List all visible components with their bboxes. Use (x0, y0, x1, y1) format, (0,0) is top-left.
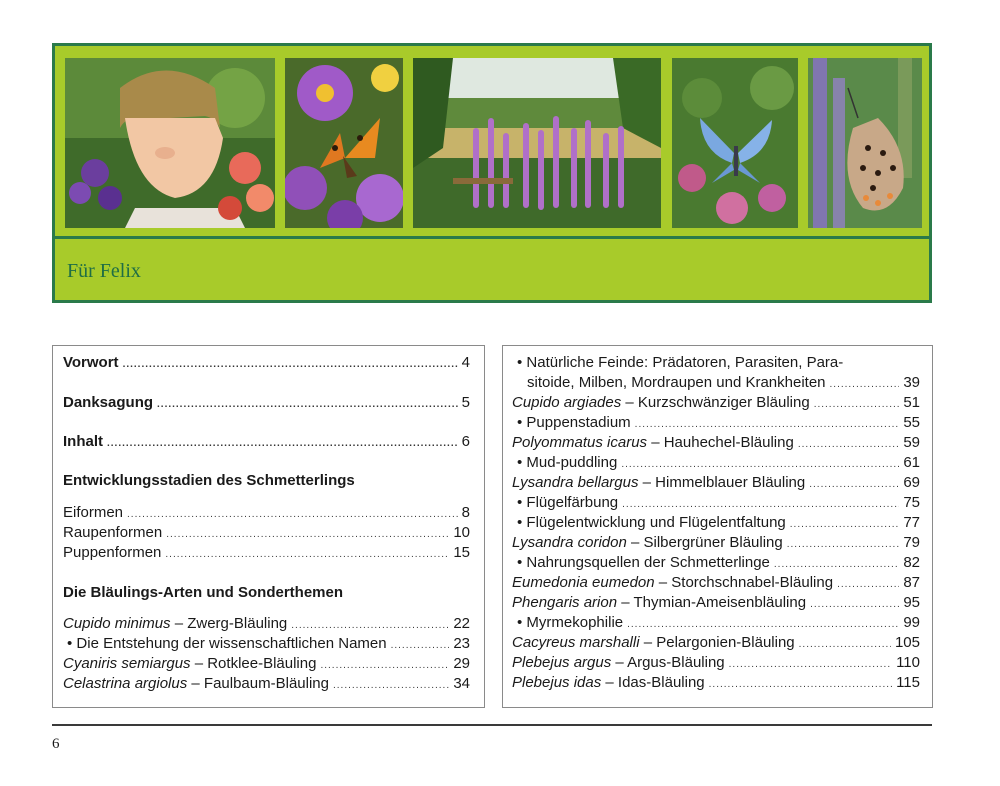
toc-entry[interactable]: Eumedonia eumedon – Storchschnabel-Bläuling ..... 87 (512, 573, 920, 595)
toc-entry[interactable]: Lysandra bellargus – Himmelblauer Bläuling ..... 69 (512, 473, 920, 495)
dedication: Für Felix (67, 260, 141, 282)
toc-entry[interactable]: • Puppenstadium ..... 55 (517, 413, 920, 435)
toc-entry[interactable]: Raupenformen ..... 10 (63, 523, 470, 545)
toc-entry[interactable]: • Flügelentwicklung und Flügelentfaltung ..... 77 (517, 513, 920, 535)
footer-rule (52, 724, 932, 726)
toc-entry[interactable]: • Mud-puddling ..... 61 (517, 453, 920, 475)
toc-entry[interactable]: Plebejus argus – Argus-Bläuling ..... 110 (512, 653, 920, 675)
photo-small-copper-on-aster (285, 58, 403, 228)
photo-common-blue-on-oregano (672, 58, 798, 228)
toc-entry[interactable]: Lysandra coridon – Silbergrüner Bläuling ..... 79 (512, 533, 920, 555)
photo-butterfly-on-lavender (808, 58, 922, 228)
toc-entry[interactable]: Cacyreus marshalli – Pelargonien-Bläuling ..... 105 (512, 633, 920, 655)
header-banner (52, 43, 932, 303)
section-heading: Entwicklungsstadien des Schmetterlings (63, 472, 355, 489)
toc-entry[interactable]: Cupido minimus – Zwerg-Bläuling ..... 22 (63, 614, 470, 636)
toc-entry[interactable]: Cyaniris semiargus – Rotklee-Bläuling ..... 29 (63, 654, 470, 676)
section-heading: Die Bläulings-Arten und Sonderthemen (63, 584, 344, 601)
page-number: 6 (52, 736, 60, 752)
toc-right-column (502, 345, 933, 708)
toc-entry-text[interactable]: • Natürliche Feinde: Prädatoren, Parasiten, Para- (517, 354, 844, 371)
toc-entry[interactable]: Vorwort ..... 4 (63, 353, 470, 375)
toc-entry[interactable]: • Die Entstehung der wissenschaftlichen Namen ..... 23 (67, 634, 470, 656)
toc-entry[interactable]: sitoide, Milben, Mordraupen und Krankheiten ..... 39 (527, 373, 920, 395)
toc-entry[interactable]: Inhalt ..... 6 (63, 432, 470, 454)
toc-entry[interactable]: • Nahrungsquellen der Schmetterlinge ..... 82 (517, 553, 920, 575)
toc-entry[interactable]: Cupido argiades – Kurzschwänziger Bläuling ..... 51 (512, 393, 920, 415)
banner-divider (55, 236, 929, 239)
toc-entry[interactable]: Puppenformen ..... 15 (63, 543, 470, 565)
toc-entry[interactable]: Danksagung ..... 5 (63, 393, 470, 415)
toc-entry[interactable]: Phengaris arion – Thymian-Ameisenbläuling ..... 95 (512, 593, 920, 615)
toc-entry[interactable]: Plebejus idas – Idas-Bläuling ..... 115 (512, 673, 920, 695)
photo-boy-smelling-flowers (65, 58, 275, 228)
toc-entry[interactable]: • Myrmekophilie ..... 99 (517, 613, 920, 635)
toc-entry[interactable]: Eiformen ..... 8 (63, 503, 470, 525)
photo-garden-loosestrife (413, 58, 661, 228)
toc-entry[interactable]: Celastrina argiolus – Faulbaum-Bläuling ..... 34 (63, 674, 470, 696)
toc-entry[interactable]: • Flügelfärbung ..... 75 (517, 493, 920, 515)
toc-left-column (52, 345, 485, 708)
toc-entry[interactable]: Polyommatus icarus – Hauhechel-Bläuling ..... 59 (512, 433, 920, 455)
